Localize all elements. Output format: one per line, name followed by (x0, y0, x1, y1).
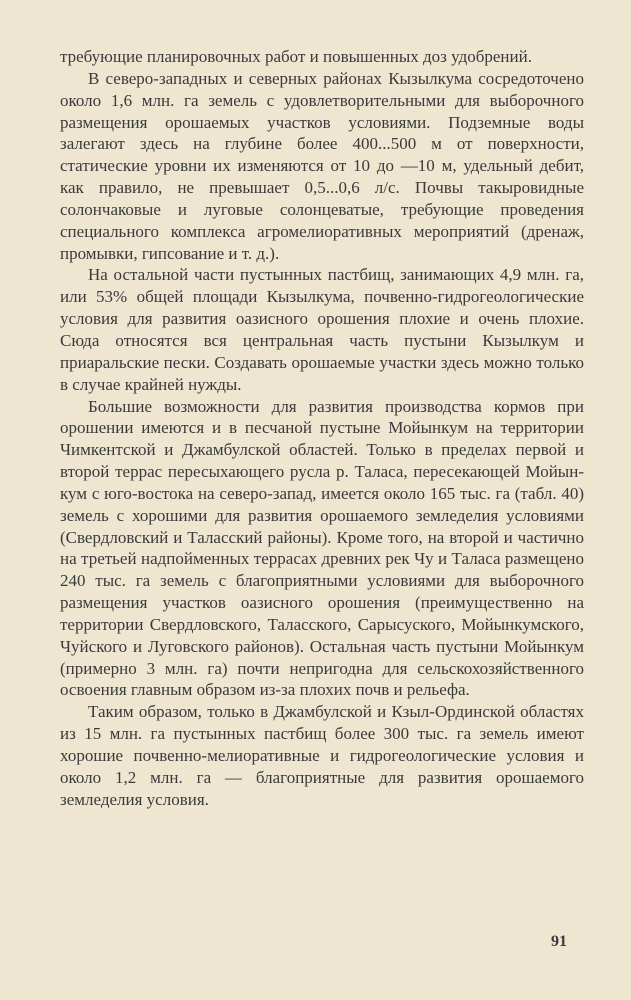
paragraph-kyzylkum-northwest: В северо-западных и северных районах Кызылкума сосредоточено около 1,6 млн. га земель с удовлетворительными для выборочного размещения орошаемых участков условиями. Подземные воды залегают здесь на глубине более 400...500 м от поверхности, статические уровни их изменяются от 10 до —10 м, удельный дебит, как правило, не превышает 0,5...0,6 л/с. Почвы такыровидные солончаковые и луговые солонцеватые, требующие проведения специального комплекса агромелиоративных мероприятий (дренаж, промывки, гипсование и т. д.). (60, 68, 584, 263)
paragraph-continuation: требующие планировочных работ и повышенных доз удобрений. (60, 47, 532, 66)
paragraph-conclusion: Таким образом, только в Джамбулской и Кзыл-Ординской областях из 15 млн. га пустынных пастбищ более 300 тыс. га земель имеют хорошие почвенно-мелиоративные и гидрогеологические условия и около 1,2 млн. га — благоприятные для развития орошаемого земледелия условия. (60, 702, 584, 809)
paragraph-remaining-pastures: На остальной части пустынных пастбищ, занимающих 4,9 млн. га, или 53% общей площади Кызылкума, почвенно-гидрогеологические условия для развития оазисного орошения плохие и очень плохие. Сюда относятся вся центральная часть пустыни Кызылкум и приаральские пески. Создавать орошаемые участки здесь можно только в случае крайней нужды. (60, 265, 584, 394)
paragraph-moiynkum: Большие возможности для развития производства кормов при орошении имеются и в песчаной пустыне Мойынкум на территории Чимкентской и Джамбулской областей. Только в пределах первой и второй террас пересыхающего русла р. Таласа, пересекающей Мойынкум с юго-востока на северо-запад, имеется около 165 тыс. га (табл. 40) земель с хорошими для развития орошаемого земледелия условиями (Свердловский и Таласский районы). Кроме того, на второй и частично на третьей надпойменных террасах древних рек Чу и Таласа размещено 240 тыс. га земель с благоприятными условиями для выборочного размещения участков оазисного орошения (преимущественно на территории Свердловского, Таласского, Сарысуского, Мойынкумского, Чуйского и Луговского районов). Остальная часть пустыни Мойынкум (примерно 3 млн. га) почти непригодна для сельскохозяйственного освоения главным образом из-за плохих почв и рельефа. (60, 396, 584, 700)
page-number: 91 (551, 933, 567, 950)
page-body (60, 46, 584, 811)
